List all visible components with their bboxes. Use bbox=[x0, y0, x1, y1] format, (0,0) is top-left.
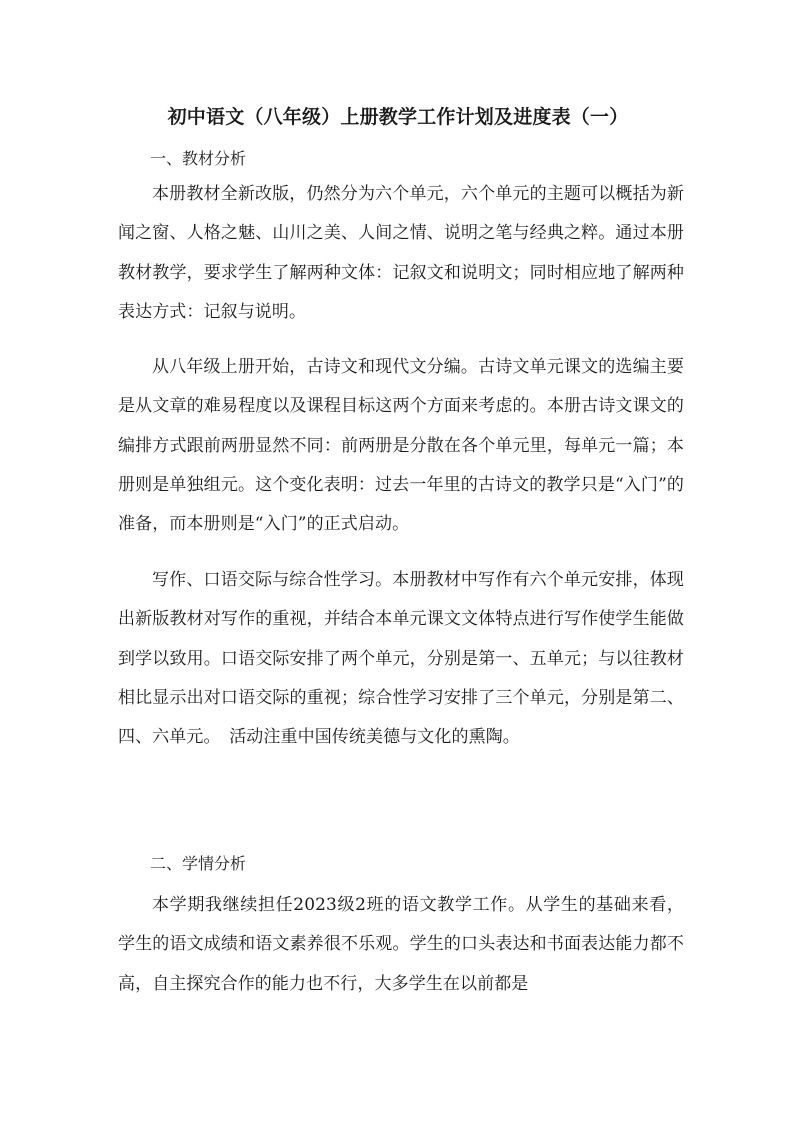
paragraph-textbook-overview: 本册教材全新改版，仍然分为六个单元，六个单元的主题可以概括为新闻之窗、人格之魅、山川之美、人间之情、说明之笔与经典之粹。通过本册教材教学，要求学生了解两种文体：记叙文和说明文；同时相应地了解两种表达方式：记叙与说明。 bbox=[118, 184, 684, 322]
paragraph-writing-oral: 写作、口语交际与综合性学习。本册教材中写作有六个单元安排，体现出新版教材对写作的重视，并结合本单元课文文体特点进行写作使学生能做到学以致用。口语交际安排了两个单元，分别是第一、五单元；与以往教材相比显示出对口语交际的重视；综合性学习安排了三个单元，分别是第二、四、六单元。 活动注重中国传统美德与文化的熏陶。 bbox=[118, 570, 684, 748]
paragraph-student-situation: 本学期我继续担任2023级2班的语文教学工作。从学生的基础来看，学生的语文成绩和语文素养很不乐观。学生的口头表达和书面表达能力都不高，自主探究合作的能力也不行，大多学生在以前都是 bbox=[118, 895, 684, 994]
paragraph-classical-poetry: 从八年级上册开始，古诗文和现代文分编。古诗文单元课文的选编主要是从文章的难易程度以及课程目标这两个方面来考虑的。本册古诗文课文的编排方式跟前两册显然不同：前两册是分散在各个单元里，每单元一篇；本册则是单独组元。这个变化表明：过去一年里的古诗文的教学只是“入门”的准备，而本册则是“入门”的正式启动。 bbox=[118, 357, 684, 535]
section-heading-textbook-analysis: 一、教材分析 bbox=[150, 149, 247, 168]
section-heading-student-analysis: 二、学情分析 bbox=[150, 854, 247, 873]
document-title: 初中语文（八年级）上册教学工作计划及进度表（一） bbox=[167, 106, 629, 128]
